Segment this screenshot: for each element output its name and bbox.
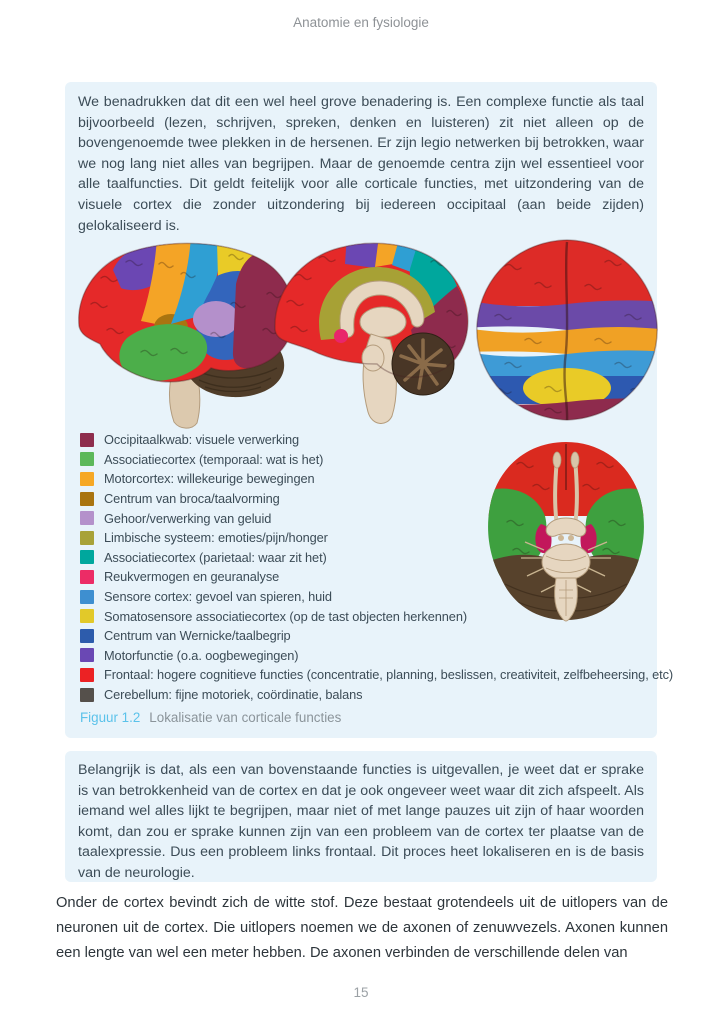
legend-color-swatch: [80, 668, 94, 682]
legend-label: Associatiecortex (parietaal: waar zit het): [104, 549, 327, 565]
legend-label: Sensore cortex: gevoel van spieren, huid: [104, 589, 332, 605]
legend-item: [80, 450, 646, 470]
legend-item: [80, 508, 646, 528]
legend-item: [80, 469, 646, 489]
brain-medial-view-illustration: [261, 232, 473, 432]
legend-item: [80, 606, 646, 626]
legend-item: [80, 665, 674, 685]
running-header: Anatomie en fysiologie: [293, 15, 429, 30]
legend-item: [80, 528, 646, 548]
legend-color-swatch: [80, 511, 94, 525]
legend-item: [80, 567, 646, 587]
legend-item: [80, 626, 646, 646]
body-paragraph: Onder de cortex bevindt zich de witte stof. Deze bestaat grotendeels uit de uitlopers van de neuronen uit de cortex. Die uitlopers noemen we de axonen of zenuwvezels. Axonen kunnen een lengte van wel een meter hebben. De axonen verbinden de verschillende delen van: [56, 895, 668, 961]
legend-label: Occipitaalkwab: visuele verwerking: [104, 432, 300, 448]
figure-caption-text: Lokalisatie van corticale functies: [149, 710, 342, 725]
legend-label: Gehoor/verwerking van geluid: [104, 510, 272, 526]
figure-caption-label: Figuur 1.2: [80, 710, 141, 725]
legend-color-swatch: [80, 629, 94, 643]
legend-label: Cerebellum: fijne motoriek, coördinatie, balans: [104, 687, 363, 703]
legend-label: Reukvermogen en geuranalyse: [104, 569, 280, 585]
legend-color-swatch: [80, 452, 94, 466]
legend-color-swatch: [80, 550, 94, 564]
legend-item: [80, 646, 646, 666]
legend-color-swatch: [80, 688, 94, 702]
page-number: 15: [353, 985, 369, 1000]
info-box-2-text: Belangrijk is dat, als een van bovenstaande functies is uitgevallen, je weet dat er sprake is van betrokkenheid van de cortex en dat je ook ongeveer weet waar dit zich afspeelt. Als iemand wel alles lijkt te begrijpen, maar niet of met lange pauzes uit zijn of haar woorden komt, dan zou er sprake kunnen zijn van een probleem van de cortex ter plaatse van de taalexpressie. Dus een probleem links frontaal. Dit proces heet lokaliseren en is de basis van de neurologie.: [78, 762, 644, 881]
legend-item: [80, 489, 646, 509]
legend-label: Somatosensore associatiecortex (op de tast objecten herkennen): [104, 608, 467, 624]
legend-color-swatch: [80, 531, 94, 545]
legend-item: [80, 685, 646, 705]
legend-color-swatch: [80, 570, 94, 584]
legend-item: [80, 587, 646, 607]
info-box-1: [65, 82, 674, 738]
legend-color-swatch: [80, 609, 94, 623]
legend-item: [80, 548, 646, 568]
brain-top-view-illustration: [465, 236, 669, 426]
info-box-1-text: We benadrukken dat dit een wel heel grove benadering is. Een complexe functie als taal bijvoorbeeld (lezen, schrijven, spreken, denken en luisteren) zit niet alleen op de bovengenoemde twee plekken in de hersenen. Er zijn legio netwerken bij betrokken, waar we nog lang niet alles van begrijpen. Maar de genoemde centra zijn wel essentieel voor alle taalfuncties. Dit geldt feitelijk voor alle corticale functies, met uitzondering van de visuele cortex die zonder uitzondering bij iedereen occipitaal (aan beide zijden) gelokaliseerd is.: [78, 94, 644, 234]
legend-label: Centrum van Wernicke/taalbegrip: [104, 628, 291, 644]
legend-color-swatch: [80, 648, 94, 662]
legend-item: [80, 430, 646, 450]
figure-caption: [80, 710, 341, 725]
legend-label: Motorfunctie (o.a. oogbewegingen): [104, 647, 299, 663]
info-box-2: [65, 751, 657, 882]
figure-legend: [80, 430, 674, 704]
legend-label: Associatiecortex (temporaal: wat is het): [104, 451, 324, 467]
legend-label: Limbische systeem: emoties/pijn/honger: [104, 530, 328, 546]
legend-color-swatch: [80, 492, 94, 506]
legend-color-swatch: [80, 590, 94, 604]
legend-label: Centrum van broca/taalvorming: [104, 491, 280, 507]
legend-label: Motorcortex: willekeurige bewegingen: [104, 471, 315, 487]
legend-color-swatch: [80, 433, 94, 447]
legend-label: Frontaal: hogere cognitieve functies (concentratie, planning, beslissen, creativiteit, zelfbeheersing, etc): [104, 667, 674, 683]
legend-color-swatch: [80, 472, 94, 486]
